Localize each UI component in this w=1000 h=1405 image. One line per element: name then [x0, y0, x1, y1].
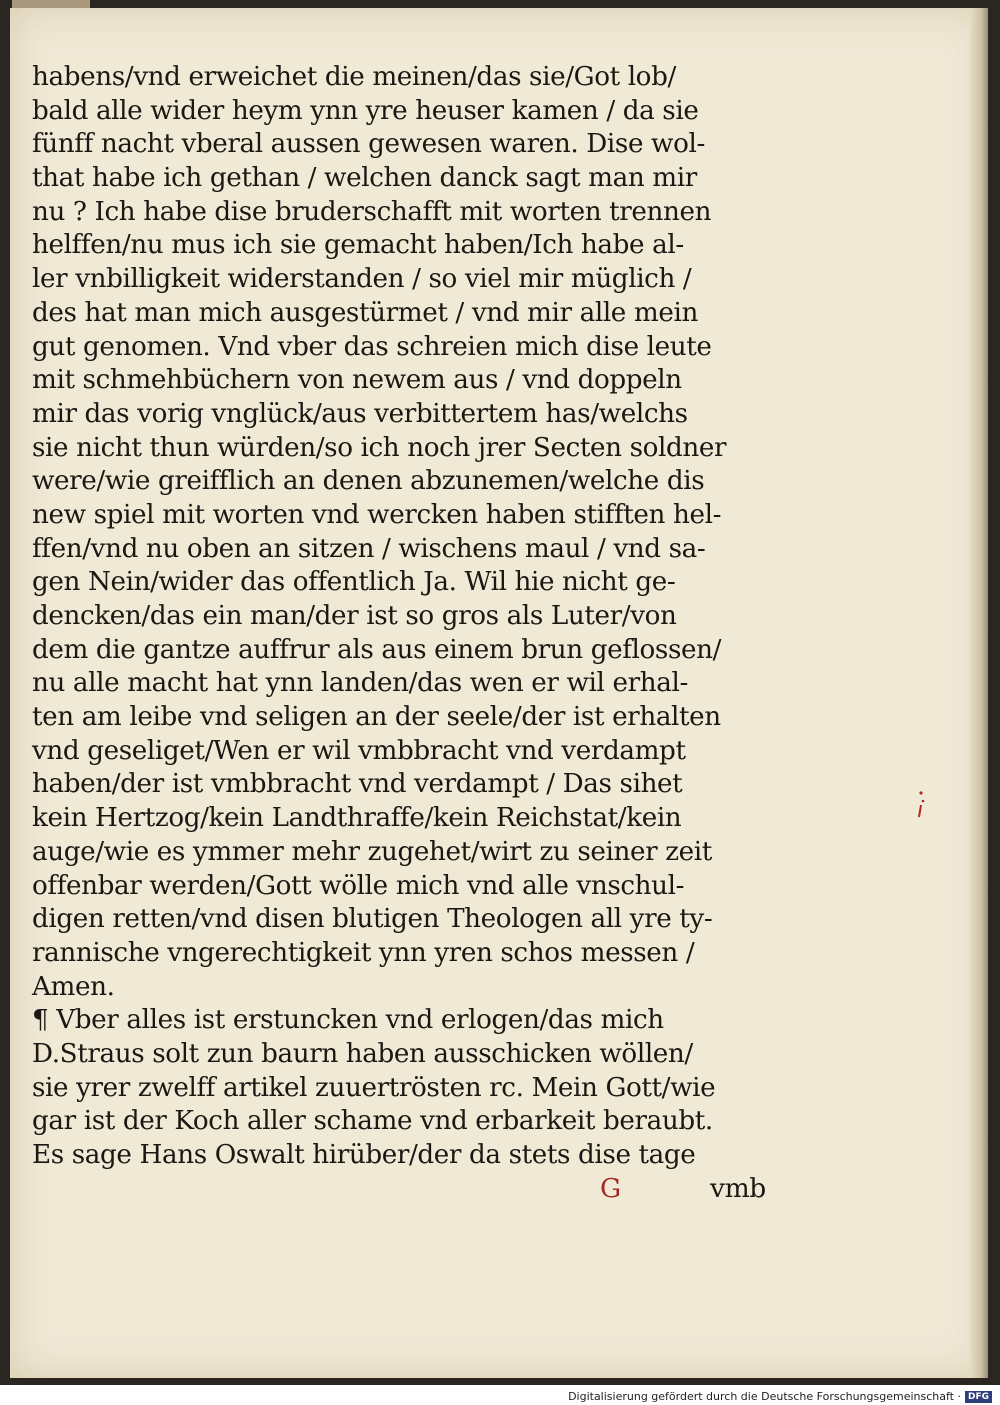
text-line: digen retten/vnd disen blutigen Theologen all yre ty-	[32, 903, 713, 935]
text-line: fünff nacht vberal aussen gewesen waren. Dise wol-	[32, 128, 705, 160]
text-block	[32, 60, 792, 1205]
text-line: bald alle wider heym ynn yre heuser kamen / da sie	[32, 94, 699, 126]
text-line: rannische vngerechtigkeit ynn yren schos messen /	[32, 936, 695, 968]
red-margin-mark	[915, 790, 925, 825]
catchword: vmb	[710, 1172, 766, 1204]
signature-mark: G	[600, 1172, 621, 1204]
text-line: vnd geseliget/Wen er wil vmbbracht vnd verdampt	[32, 734, 686, 766]
text-line: offenbar werden/Gott wölle mich vnd alle vnschul-	[32, 869, 685, 901]
text-line: gar ist der Koch aller schame vnd erbarkeit beraubt.	[32, 1105, 713, 1137]
text-line: sie yrer zwelff artikel zuuertrösten rc. Mein Gott/wie	[32, 1071, 716, 1103]
text-line: kein Hertzog/kein Landthraffe/kein Reichstat/kein	[32, 802, 682, 834]
text-line: mit schmehbüchern von newem aus / vnd doppeln	[32, 364, 682, 396]
text-line: mir das vorig vnglück/aus verbittertem has/welchs	[32, 397, 688, 429]
dfg-logo: DFG	[965, 1391, 992, 1403]
footer	[568, 1390, 992, 1403]
text-line: helffen/nu mus ich sie gemacht haben/Ich habe al-	[32, 229, 684, 261]
text-line: Es sage Hans Oswalt hirüber/der da stets dise tage	[32, 1139, 696, 1170]
text-line: new spiel mit worten vnd wercken haben stifften hel-	[32, 498, 722, 530]
text-line: habens/vnd erweichet die meinen/das sie/Got lob/	[32, 61, 676, 92]
text-line: were/wie greifflich an denen abzunemen/welche dis	[32, 465, 705, 497]
text-line: gen Nein/wider das offentlich Ja. Wil hie nicht ge-	[32, 566, 676, 598]
text-line: nu ? Ich habe dise bruderschafft mit worten trennen	[32, 195, 712, 227]
signature-line	[32, 1172, 792, 1206]
text-line: dencken/das ein man/der ist so gros als Luter/von	[32, 600, 677, 631]
text-line: sie nicht thun würden/so ich noch jrer Secten soldner	[32, 431, 727, 463]
text-line: nu alle macht hat ynn landen/das wen er wil erhal-	[32, 667, 688, 699]
text-line: ler vnbilligkeit widerstanden / so viel mir müglich /	[32, 263, 692, 295]
text-line: auge/wie es ymmer mehr zugehet/wirt zu seiner zeit	[32, 835, 712, 867]
text-line: ¶ Vber alles ist erstuncken vnd erlogen/das mich	[32, 1004, 664, 1036]
text-line: dem die gantze auffrur als aus einem brun geflossen/	[32, 633, 722, 665]
text-line: Amen.	[32, 970, 115, 1002]
text-line: ffen/vnd nu oben an sitzen / wischens maul / vnd sa-	[32, 532, 706, 564]
text-line: D.Straus solt zun baurn haben ausschicken wöllen/	[32, 1037, 693, 1069]
text-line: gut genomen. Vnd vber das schreien mich dise leute	[32, 330, 712, 362]
text-line: haben/der ist vmbbracht vnd verdampt / Das sihet	[32, 768, 683, 800]
footer-text: Digitalisierung gefördert durch die Deutsche Forschungsgemeinschaft ·	[568, 1390, 961, 1403]
book-page	[10, 8, 988, 1378]
text-line: that habe ich gethan / welchen danck sagt man mir	[32, 162, 697, 194]
text-line: des hat man mich ausgestürmet / vnd mir alle mein	[32, 296, 698, 328]
text-line: ten am leibe vnd seligen an der seele/der ist erhalten	[32, 701, 721, 733]
page-edge	[970, 8, 988, 1378]
